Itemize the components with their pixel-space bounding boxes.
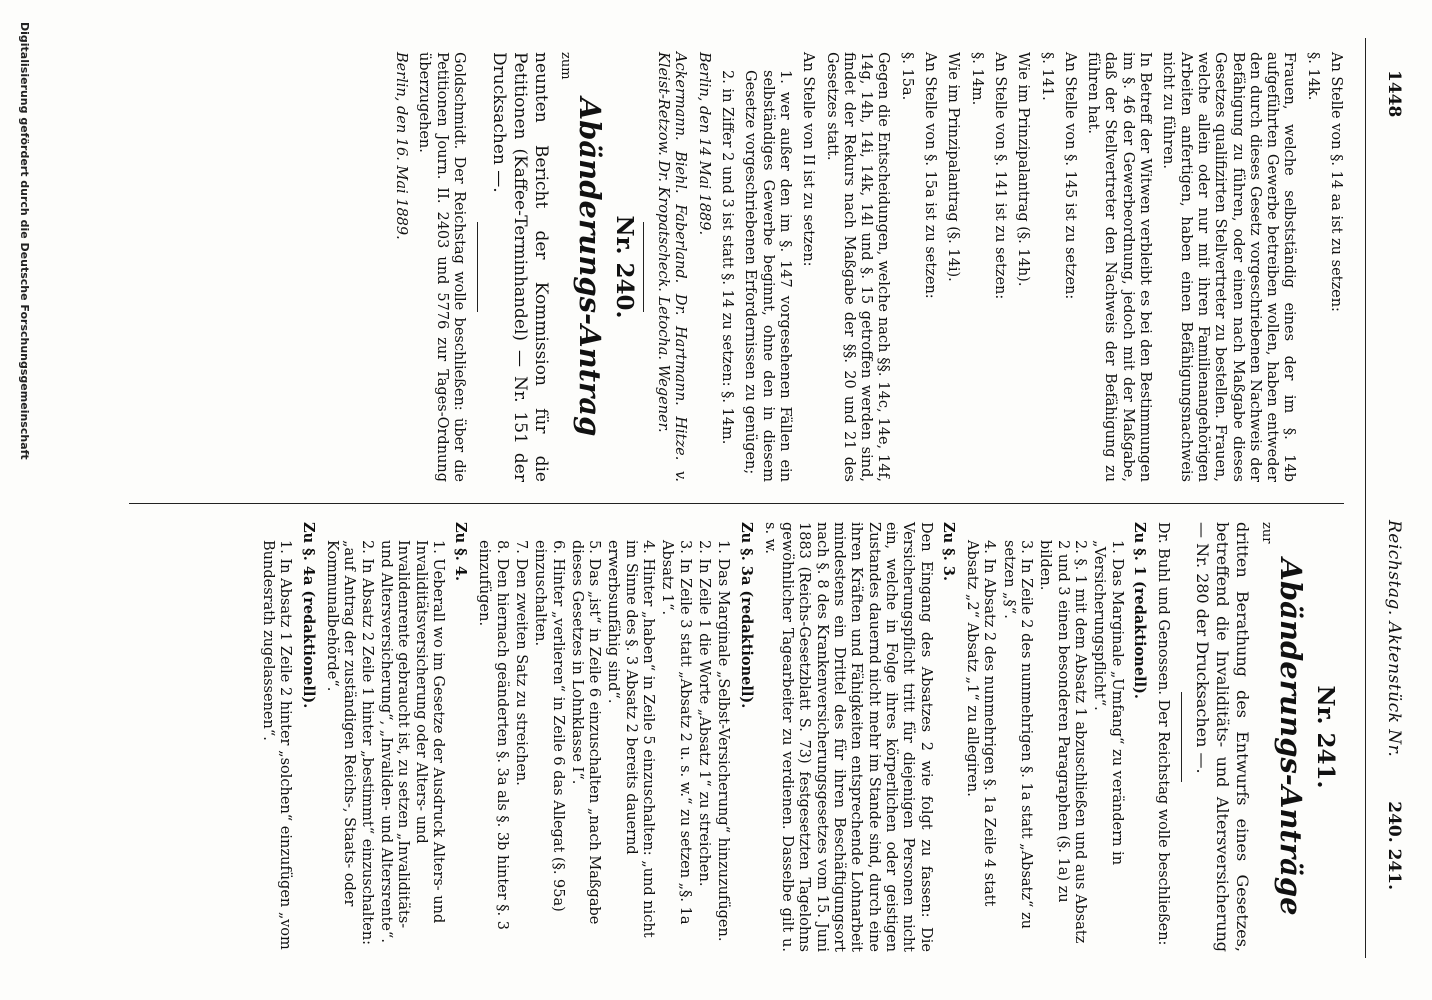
list-item: 3. In Zeile 3 statt „Absatz 2 u. s. w.“ zu setzen „§. 1a Absatz 1“. xyxy=(659,540,693,925)
list-item: 6. Hinter „verlieren“ in Zeile 6 das Allegat (§. 95a) einzuschalten. xyxy=(532,540,566,912)
section-1-list xyxy=(963,522,1125,952)
paragraph-replace-15a: An Stelle von §. 15a ist zu setzen: xyxy=(922,52,939,299)
list-item: 7. Den zweiten Satz zu streichen. xyxy=(513,540,530,786)
doc-number-240: Nr. 240. xyxy=(610,215,638,319)
list-item-1: 1. wer außer den im §. 147 vorgesehenen Fällen ein selbständiges Gewerbe beginnt, ohne den in diesem Gesetze vorgeschriebenen Erfordernissen zu genügen; xyxy=(742,70,793,482)
separator xyxy=(643,222,644,312)
page-header xyxy=(1380,40,1410,960)
left-column xyxy=(386,52,1344,482)
doc-number-241: Nr. 241. xyxy=(1312,685,1339,789)
zur-label: zur xyxy=(1259,522,1275,544)
section-4-list xyxy=(323,522,446,952)
section-4a-list xyxy=(259,522,294,952)
list-item: 3. In Zeile 2 des nunmehrigen §. 1a statt „Absatz“ zu setzen „§“. xyxy=(1000,540,1035,929)
dateline-2: Berlin, den 16. Mai 1889. xyxy=(393,52,410,240)
document-numbers: 240. 241. xyxy=(1384,801,1404,890)
paragraph-replace-141: An Stelle von §. 141 ist zu setzen: xyxy=(991,52,1008,300)
section-3-text: Den Eingang des Absatzes 2 wie folgt zu fassen: Die Versicherungspflicht tritt für diejenigen Personen nicht ein, welche in Folge ihres körperlichen oder geistigen Zustandes dauernd nicht mehr im Stande sind, durch eine ihren Kräften und Fähigkeiten entsprechende Lohnarbeit mindestens ein Drittel des für ihren Beschäftigungsort nach §. 8 des Krankenversicherungsgesetzes vom 15. Juni 1883 (Reichs-Gesetzblatt S. 73) festgesetzten Tagelohns gewöhnlicher Tagearbeiter zu verdienen. Dasselbe gilt u. s. w. xyxy=(761,522,934,952)
list-item: 5. Das „ist“ in Zeile 6 einzuschalten „nach Maßgabe dieses Gesetzes in Lohnklasse I“. xyxy=(568,540,603,925)
section-3a-heading: Zu §. 3a (redaktionell). xyxy=(737,522,755,709)
paragraph-replace-145: An Stelle von §. 145 ist zu setzen: xyxy=(1061,52,1078,300)
list-item: 4. Hinter „haben“ in Zeile 5 einzuschalten: „und nicht im Sinne des §. 3 Absatz 2 bereits dauernd erwerbsunfähig sind“. xyxy=(605,540,657,938)
section-15a: §. 15a. xyxy=(898,52,915,101)
right-column xyxy=(257,522,1344,952)
paragraph-replace-II: An Stelle von II ist zu setzen: xyxy=(800,52,817,267)
header-rule xyxy=(1365,38,1366,958)
list-item: 1. Das Marginale „Umfang“ zu verändern in „Versicherungspflicht“. xyxy=(1091,540,1125,866)
section-14k: §. 14k. xyxy=(1304,52,1321,101)
separator-2 xyxy=(477,222,478,312)
amendments-subject: dritten Berathung des Entwurfs eines Gesetzes, betreffend die Invaliditäts- und Altersversicherung — Nr. 280 der Drucksachen —. xyxy=(1193,522,1253,952)
heading-amendment: Abänderungs-Antrag xyxy=(572,97,607,437)
digitization-credit: Digitalisierung gefördert durch die Deutsche Forschungsgemeinschaft xyxy=(18,22,31,460)
paragraph-recourse: Gegen die Entscheidungen, welche nach §§. 14c, 14e, 14f, 14g, 14h, 14i, 14k, 14l und §. 15 getroffen werden sind, findet der Rekurs nach Maßgabe der §§. 20 und 21 des Gesetzes statt. xyxy=(823,52,892,482)
list-item: 2. In Absatz 2 Zeile 1 hinter „bestimmt“ einzuschalten: „auf Antrag der zuständigen Reichs-, Staats- oder Kommunalbehörde“. xyxy=(324,540,375,946)
paragraph-widows: In Betreff der Witwen verbleibt es bei den Bestimmungen im §. 46 der Gewerbeordnung, jedoch mit der Maßgabe, daß der Stellvertreter den Nachweis der Befähigung zu führen hat. xyxy=(1085,52,1154,482)
list-item-2: 2. in Ziffer 2 und 3 ist statt §. 14 zu setzen: §. 14m. xyxy=(719,70,736,445)
heading-amendments: Abänderungs-Anträge xyxy=(1273,558,1308,916)
paragraph-women: Frauen, welche selbstständig eines der im §. 14b aufgeführten Gewerbe betreiben wollen, haben entweder den durch dieses Gesetz vorgeschriebenen Nachweis der Befähigung zu führen, oder einen nach Maßgabe dieses Gesetzes qualifizirten Stellvertreter zu bestellen. Frauen, welche allein oder nur mit ihren Familienangehörigen Arbeiten anfertigen, haben einen Befähigungsnachweis nicht zu führen. xyxy=(1160,52,1298,482)
amendment-subject: neunten Bericht der Kommission für die Petitionen (Kaffee-Terminhandel) — Nr. 151 der Drucksachen —. xyxy=(489,52,552,482)
zum-label: zum xyxy=(558,52,574,80)
paragraph-principal-14h: Wie im Prinzipalantrag (§. 14h). xyxy=(1015,52,1032,287)
list-item: 2. In Zeile 1 die Worte „Absatz 1“ zu streichen. xyxy=(695,540,712,887)
list-item: 1. Das Marginale „Selbst-Versicherung“ hinzuzufügen. xyxy=(715,540,732,942)
section-141: §. 141. xyxy=(1038,52,1055,101)
running-title: Reichstag. Aktenstück Nr. xyxy=(1384,520,1404,758)
separator-3 xyxy=(1181,692,1182,782)
list-item: 1. Ueberall wo im Gesetze der Ausdruck Alters- und Invaliditätsversicherung oder Alters- und Invalidenrente gebraucht ist, zu setzen „Invaliditäts- und Altersversicherung“, „Invaliden- und Altersrente“. xyxy=(377,540,446,943)
section-1-heading: Zu §. 1 (redaktionell). xyxy=(1130,522,1148,699)
goldschmidt-motion: Goldschmidt. Der Reichstag wolle beschließen: über die Petitionen Journ. II. 2403 und 5776 zur Tages-Ordnung überzugehen. xyxy=(416,52,468,482)
section-3-heading: Zu §. 3. xyxy=(939,522,957,581)
section-4a-heading: Zu §. 4a (redaktionell). xyxy=(299,522,317,709)
column-divider xyxy=(129,503,1344,504)
page-number: 1448 xyxy=(1384,70,1404,118)
left-intro: An Stelle von §. 14 aa ist zu setzen: xyxy=(1328,52,1344,312)
list-item: 2. §. 1 mit dem Absatz 1 abzuschließen und aus Absatz 2 und 3 einen besonderen Paragraphen (§. 1a) zu bilden. xyxy=(1037,540,1088,944)
section-4-heading: Zu §. 4. xyxy=(452,522,470,581)
movers: Dr. Buhl und Genossen. Der Reichstag wolle beschließen: xyxy=(1155,522,1172,946)
list-item: 4. In Absatz 2 des nunmehrigen §. 1a Zeile 4 statt Absatz „2“ Absatz „1“ zu allegiren. xyxy=(964,540,998,907)
list-item: 8. Den hiernach geänderten §. 3a als §. 3b hinter §. 3 einzufügen. xyxy=(476,540,510,930)
section-3a-list xyxy=(475,522,731,952)
paragraph-principal-14i: Wie im Prinzipalantrag (§. 14i). xyxy=(945,52,962,282)
signers: Ackermann. Biehl. Faberland. Dr. Hartmann. Hitze. v. Kleist-Retzow. Dr. Kropatscheck. Letocha. Wegener. xyxy=(655,52,689,482)
section-14m: §. 14m. xyxy=(968,52,985,106)
list-item: 1. In Absatz 1 Zeile 2 hinter „solchen“ einzufügen „vom Bundesrath zugelassenen“. xyxy=(260,540,294,950)
dateline: Berlin, den 14 Mai 1889. xyxy=(695,52,712,236)
